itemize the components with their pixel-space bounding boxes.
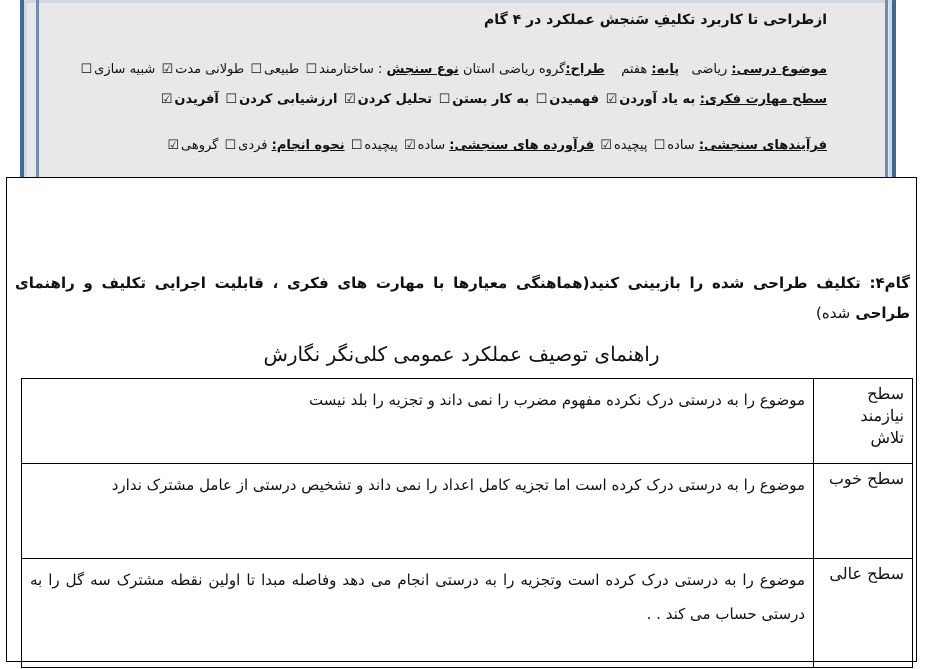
- description-cell: موضوع را به درستی درک کرده است اما تجزیه کامل اعداد را نمی داند و تشخیص درستی از عامل مشترک ندارد: [22, 464, 814, 559]
- assess-type-options: [78, 62, 382, 77]
- table-row: [22, 464, 913, 559]
- option-label: پیچیده: [613, 138, 648, 153]
- unchecked-checkbox-icon[interactable]: ☐: [225, 92, 238, 107]
- option-label: طبیعی: [263, 62, 300, 77]
- product-label: فرآورده های سنجشی:: [449, 138, 595, 153]
- option-label: ارزشیابی کردن: [239, 92, 338, 107]
- grade-label: پایه:: [651, 62, 680, 77]
- checked-checkbox-icon[interactable]: ☑: [600, 138, 612, 153]
- checked-checkbox-icon[interactable]: ☑: [404, 138, 416, 153]
- step4-text: [15, 268, 910, 328]
- designer-label: طراح:: [565, 62, 605, 77]
- step4-row: [6, 262, 917, 337]
- checked-checkbox-icon[interactable]: ☑: [161, 62, 174, 77]
- option-label: پیچیده: [364, 138, 398, 153]
- checked-checkbox-icon[interactable]: ☑: [167, 138, 180, 153]
- option-label: به یاد آوردن: [619, 92, 696, 107]
- option-label: گروهی: [181, 138, 219, 153]
- info-line-2: [159, 92, 827, 107]
- mode-options: [165, 138, 267, 153]
- option-label: : ساختارمند: [319, 62, 383, 77]
- rubric-section: [6, 336, 917, 662]
- unchecked-checkbox-icon[interactable]: ☐: [350, 138, 363, 153]
- unchecked-checkbox-icon[interactable]: ☐: [535, 92, 548, 107]
- rubric-table: [21, 378, 913, 668]
- description-cell: موضوع را به درستی درک کرده است وتجزیه را به درستی انجام می دهد وفاصله مبدا تا اولین نقطه مشترک سه گل را به درستی حساب می کند . .: [22, 559, 814, 668]
- info-line-3: [165, 138, 827, 153]
- table-row: [22, 379, 913, 464]
- unchecked-checkbox-icon[interactable]: ☐: [438, 92, 451, 107]
- grade-value: هفتم: [621, 62, 648, 77]
- mode-label: نحوه انجام:: [271, 138, 345, 153]
- description-cell: موضوع را به درستی درک نکرده مفهوم مضرب را نمی داند و تجزیه را بلد نیست: [22, 379, 814, 464]
- option-label: شبیه سازی: [94, 62, 156, 77]
- checked-checkbox-icon[interactable]: ☑: [605, 92, 618, 107]
- skill-level-label: سطح مهارت فکری:: [699, 92, 827, 107]
- option-label: ساده: [667, 138, 695, 153]
- form-title: ازطراحی تا کاربرد تکلیفِ سَنجش عملکرد در ۴ گام: [484, 12, 827, 28]
- subject-value: ریاضی: [691, 62, 728, 77]
- unchecked-checkbox-icon[interactable]: ☐: [250, 62, 262, 77]
- product-options: [345, 138, 446, 153]
- option-label: ساده: [417, 138, 446, 153]
- table-row: [22, 559, 913, 668]
- option-label: به کار بستن: [452, 92, 530, 107]
- option-label: آفریدن: [174, 92, 219, 107]
- step4-tail: شده): [816, 304, 851, 322]
- skill-level-options: [159, 92, 696, 107]
- unchecked-checkbox-icon[interactable]: ☐: [80, 62, 93, 77]
- assess-type-label: نوع سنجش: [386, 62, 459, 77]
- unchecked-checkbox-icon[interactable]: ☐: [224, 138, 237, 153]
- level-cell: سطح عالی: [814, 559, 913, 668]
- blank-cell: [6, 177, 917, 263]
- option-label: فهمیدن: [549, 92, 600, 107]
- level-cell: سطح نیازمند تلاش: [814, 379, 913, 464]
- option-label: فردی: [238, 138, 268, 153]
- checked-checkbox-icon[interactable]: ☑: [160, 92, 173, 107]
- process-options: [594, 138, 695, 153]
- option-label: طولانی مدت: [175, 62, 245, 77]
- unchecked-checkbox-icon[interactable]: ☐: [653, 138, 666, 153]
- rubric-title: راهنمای توصیف عملکرد عمومی کلی‌نگر نگارش: [263, 342, 660, 366]
- info-line-1: [78, 62, 827, 77]
- step4-heading: گام۴: تکلیف طراحی شده را بازبینی کنید(هماهنگی معیارها با مهارت های فکری ، قابلیت اجرایی تکلیف و راهنمای طراحی: [15, 274, 910, 322]
- subject-label: موضوع درسی:: [731, 62, 827, 77]
- unchecked-checkbox-icon[interactable]: ☐: [305, 62, 318, 77]
- option-label: تحلیل کردن: [357, 92, 433, 107]
- checked-checkbox-icon[interactable]: ☑: [343, 92, 356, 107]
- level-cell: سطح خوب: [814, 464, 913, 559]
- process-label: فرآیندهای سنجشی:: [698, 138, 827, 153]
- designer-value: گروه ریاضی استان: [462, 62, 566, 77]
